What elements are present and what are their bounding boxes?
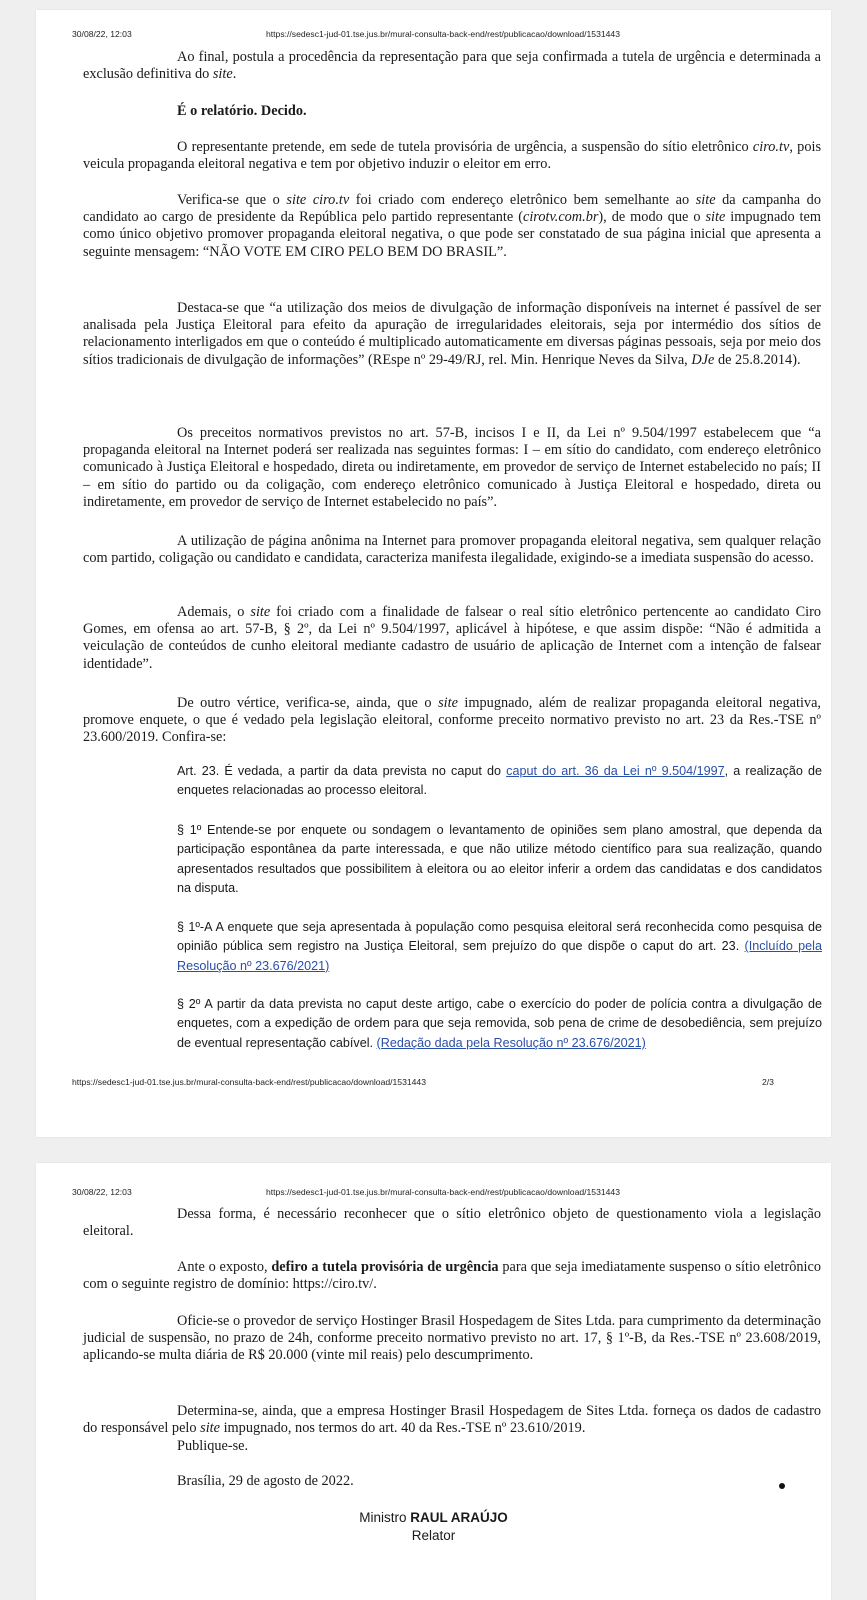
print-header-date: 30/08/22, 12:03 (72, 29, 132, 39)
quote-paragraph-1: § 1º Entende-se por enquete ou sondagem o levantamento de opiniões sem plano amostral, que dependa da participação espontânea da parte interessada, e que não utilize método científico para sua realização, quando apresentados resultados que possibilitem à eleitora ou ao eleitor inferir a ordem das candidatas e dos candidatos na disputa. (177, 823, 822, 896)
paragraph-jurisprudence-quote: Destaca-se que “a utilização dos meios de divulgação de informação disponíveis na internet é passível de ser analisada pela Justiça Eleitoral para efeito da apuração de irregularidades eleitorais, seja por intermédio dos sítios de relacionamento interligados em que o conteúdo é multiplicado automaticamente em diversas páginas pessoais, seja por meio dos sítios tradicionais de divulgação de informações” (REspe nº 29-49/RJ, rel. Min. Henrique Neves da Silva, DJe de 25.8.2014). (83, 300, 821, 368)
date-line: Brasília, 29 de agosto de 2022. (177, 1473, 354, 1489)
signature-name: Ministro RAUL ARAÚJO (359, 1510, 508, 1525)
print-header-url: https://sedesc1-jud-01.tse.jus.br/mural-consulta-back-end/rest/publicacao/download/1531443 (266, 29, 620, 39)
paragraph-violation: Dessa forma, é necessário reconhecer que o sítio eletrônico objeto de questionamento viola a legislação eleitoral. (83, 1206, 821, 1240)
link-resolucao-23676-redacao[interactable]: (Redação dada pela Resolução nº 23.676/2021) (376, 1035, 646, 1050)
paragraph-legal-provisions: Os preceitos normativos previstos no art. 57-B, incisos I e II, da Lei nº 9.504/1997 estabelecem que “a propaganda eleitoral na Internet poderá ser realizada nas seguintes formas: I – em sítio do candidato, com endereço eletrônico comunicado à Justiça Eleitoral e hospedado, direta ou indiretamente, em provedor de serviço de Internet estabelecido no país; II – em sítio do partido ou da coligação, com endereço eletrônico comunicado à Justiça Eleitoral e hospedado, direta ou indiretamente, em provedor de serviço de Internet estabelecido no país”. (83, 425, 821, 510)
paragraph-decision: Ante o exposto, defiro a tutela provisória de urgência para que seja imediatamente suspenso o sítio eletrônico com o seguinte registro de domínio: https://ciro.tv/. (83, 1259, 821, 1293)
paragraph-poll-prohibition: De outro vértice, verifica-se, ainda, que o site impugnado, além de realizar propaganda eleitoral negativa, promove enquete, o que é vedado pela legislação eleitoral, conforme preceito normativo previsto no art. 23 da Res.-TSE nº 23.600/2019. Confira-se: (83, 695, 821, 746)
publish-order: Publique-se. (177, 1438, 249, 1454)
print-header-date: 30/08/22, 12:03 (72, 1187, 132, 1197)
section-heading-relatorio: É o relatório. Decido. (177, 103, 307, 119)
quote-paragraph-2: § 2º A partir da data prevista no caput deste artigo, cabe o exercício do poder de polícia contra a divulgação de enquetes, com a expedição de ordem para que seja removida, sob pena de crime de desobediência, sem prejuízo de eventual representação cabível. (Redação dada pela Resolução nº 23.676/2021) (177, 997, 822, 1050)
quote-paragraph-1a: § 1º-A A enquete que seja apresentada à população como pesquisa eleitoral será reconhecida como pesquisa de opinião pública sem registro na Justiça Eleitoral, sem prejuízo do que dispõe o caput do art. 23. (Incluído pela Resolução nº 23.676/2021) (177, 920, 822, 973)
document-page-2 (36, 10, 831, 1137)
paragraph-fake-site: Ademais, o site foi criado com a finalidade de falsear o real sítio eletrônico pertencente ao candidato Ciro Gomes, em ofensa ao art. 57-B, § 2º, da Lei nº 9.504/1997, aplicável à hipótese, e que assim dispõe: “Não é admitida a veiculação de conteúdos de cunho eleitoral mediante cadastro de usuário de aplicação de Internet com a intenção de falsear identidade”. (83, 604, 821, 672)
page-number: 2/3 (762, 1077, 774, 1087)
link-resolucao-23676-incluido[interactable]: (Incluído pela Resolução nº 23.676/2021) (177, 939, 822, 973)
paragraph-data-request: Determina-se, ainda, que a empresa Hostinger Brasil Hospedagem de Sites Ltda. forneça os dados de cadastro do responsável pelo site impugnado, nos termos do art. 40 da Res.-TSE nº 23.610/2019. (83, 1403, 821, 1437)
paragraph-final-request: Ao final, postula a procedência da representação para que seja confirmada a tutela de urgência e determinada a exclusão definitiva do site. (83, 49, 821, 83)
paragraph-anonymous-page: A utilização de página anônima na Internet para promover propaganda eleitoral negativa, sem qualquer relação com partido, coligação ou candidato e candidata, caracteriza manifesta ilegalidade, exigindo-se a imediata suspensão do acesso. (83, 533, 821, 567)
paragraph-request-summary: O representante pretende, em sede de tutela provisória de urgência, a suspensão do sítio eletrônico ciro.tv, pois veicula propaganda eleitoral negativa e tem por objetivo induzir o eleitor em erro. (83, 139, 822, 173)
paragraph-site-analysis: Verifica-se que o site ciro.tv foi criado com endereço eletrônico bem semelhante ao site da campanha do candidato ao cargo de presidente da República pelo partido representante (cirotv.com.br), de modo que o site impugnado tem como único objetivo promover propaganda eleitoral negativa, o que pode ser constatado de sua página inicial que apresenta a seguinte mensagem: “NÃO VOTE EM CIRO PELO BEM DO BRASIL”. (83, 192, 821, 260)
bullet-dot (779, 1483, 785, 1489)
quote-article-23: Art. 23. É vedada, a partir da data prevista no caput do caput do art. 36 da Lei nº 9.504/1997, a realização de enquetes relacionadas ao processo eleitoral. (177, 764, 822, 798)
signature-role: Relator (411, 1528, 456, 1543)
link-caput-art-36[interactable]: caput do art. 36 da Lei nº 9.504/1997 (506, 764, 725, 778)
print-header-url: https://sedesc1-jud-01.tse.jus.br/mural-consulta-back-end/rest/publicacao/download/1531443 (266, 1187, 620, 1197)
document-page-3 (36, 1163, 831, 1600)
paragraph-provider-order: Oficie-se o provedor de serviço Hostinger Brasil Hospedagem de Sites Ltda. para cumprimento da determinação judicial de suspensão, no prazo de 24h, conforme preceito normativo previsto no art. 17, § 1º-B, da Res.-TSE nº 23.608/2019, aplicando-se multa diária de R$ 20.000 (vinte mil reais) pelo descumprimento. (83, 1313, 821, 1364)
print-footer-url: https://sedesc1-jud-01.tse.jus.br/mural-consulta-back-end/rest/publicacao/download/1531443 (72, 1077, 426, 1087)
